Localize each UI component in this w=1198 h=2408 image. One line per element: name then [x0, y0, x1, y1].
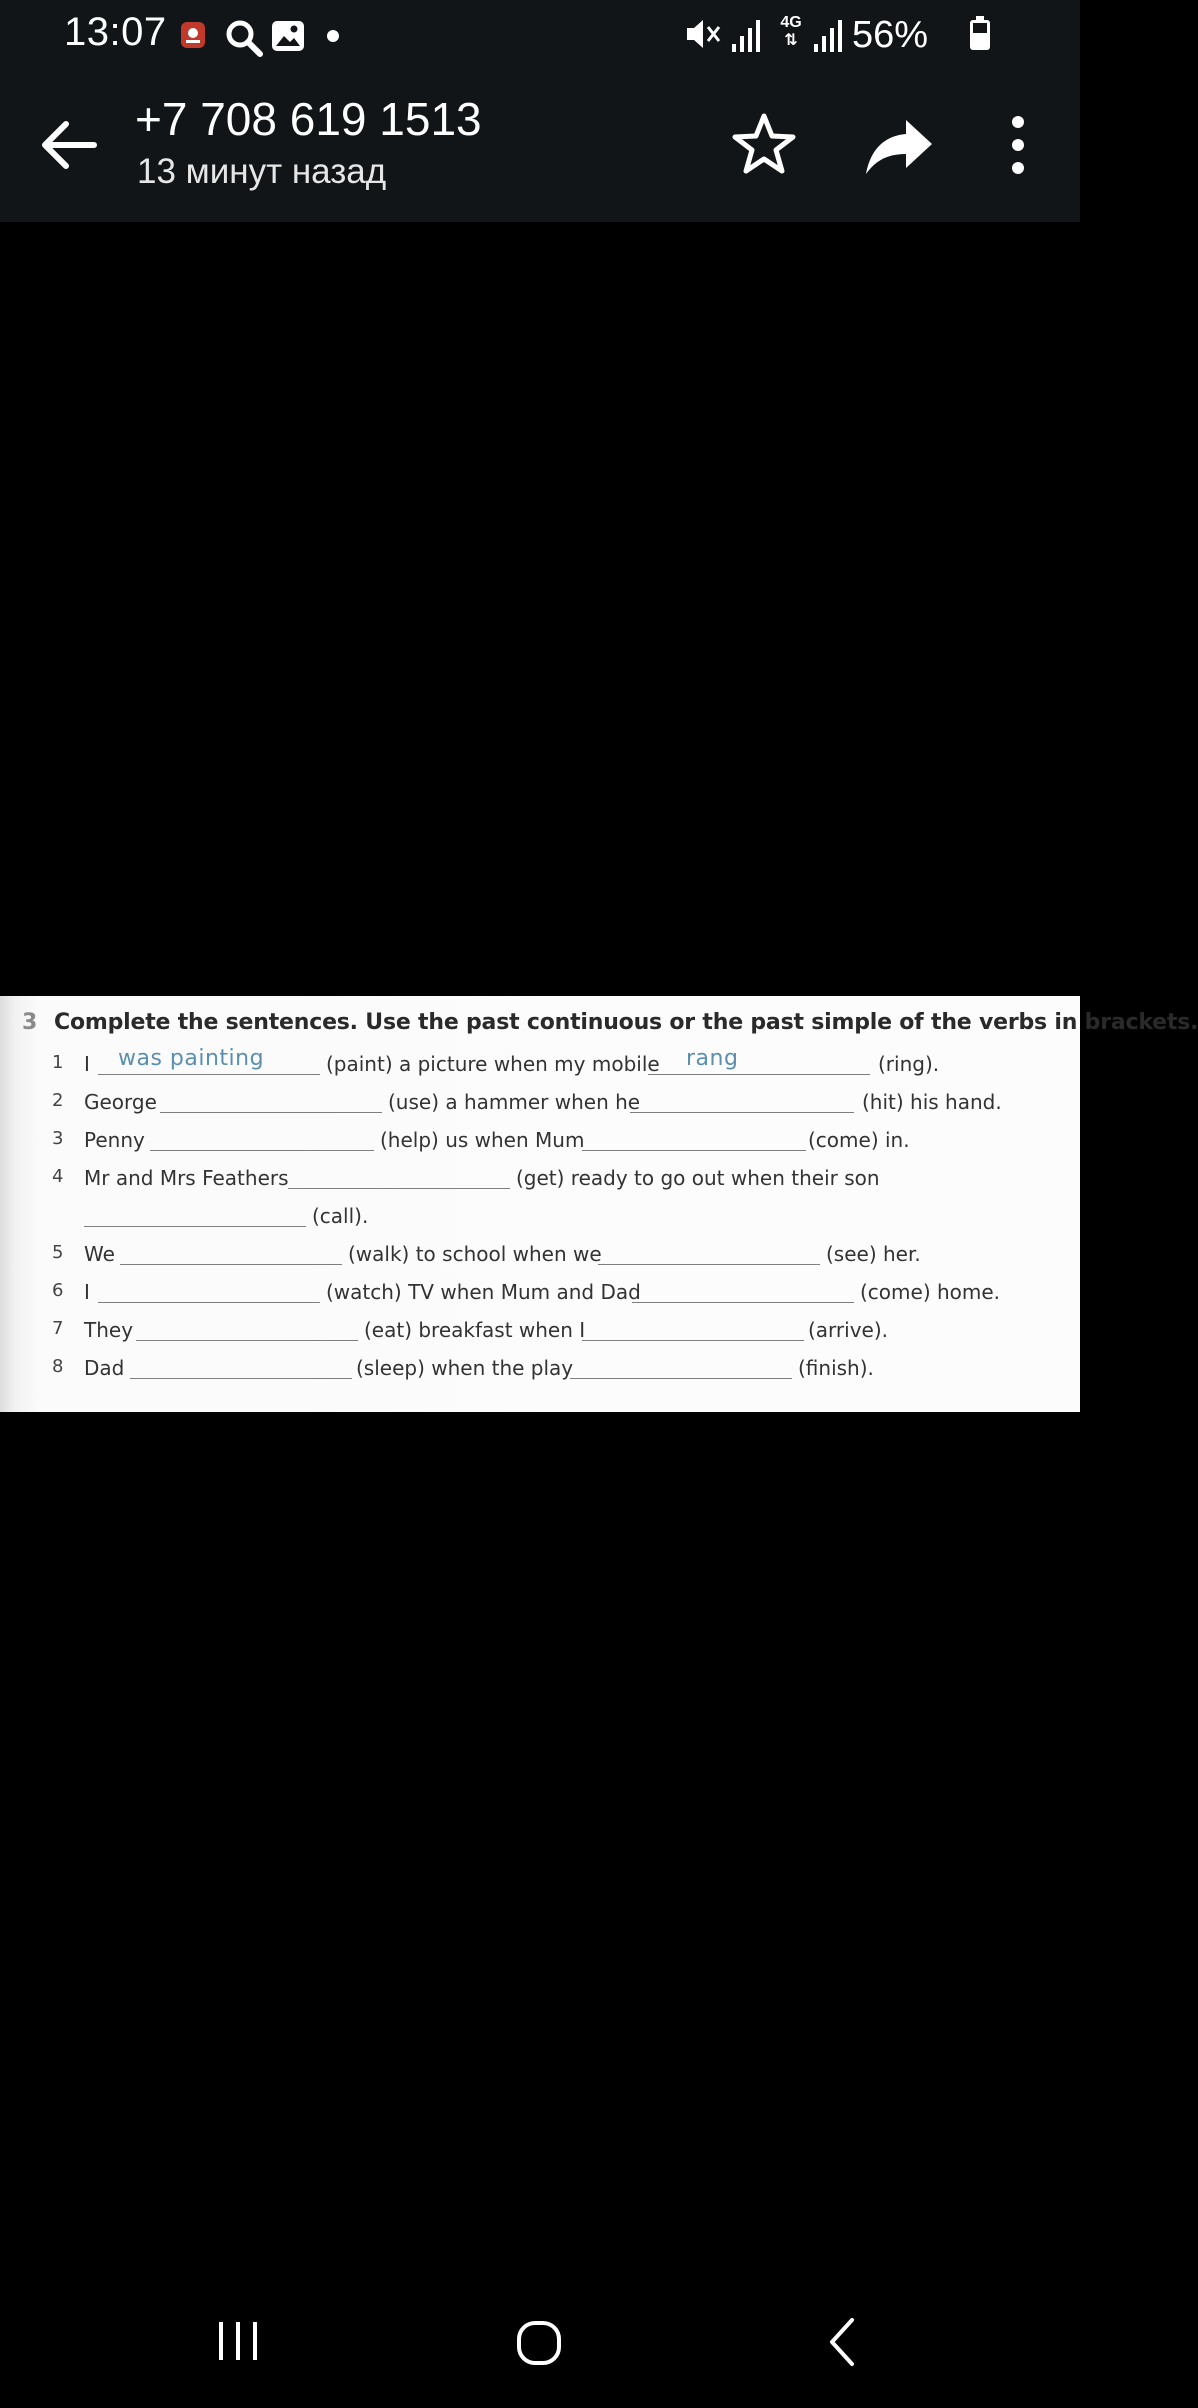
answer-blank	[98, 1074, 320, 1075]
line-text: George	[84, 1090, 157, 1114]
battery-icon	[968, 14, 992, 54]
exercise-line-7	[52, 1318, 1052, 1348]
answer-blank	[150, 1150, 374, 1151]
line-text: (use) a hammer when he	[388, 1090, 641, 1114]
answer-blank	[570, 1378, 792, 1379]
contact-title: +7 708 619 1513	[135, 93, 482, 145]
line-number: 7	[52, 1318, 64, 1339]
line-text: (get) ready to go out when their son	[516, 1166, 880, 1190]
exercise-line-4	[52, 1166, 1052, 1196]
line-number: 4	[52, 1166, 64, 1187]
answer-blank	[582, 1340, 804, 1341]
gallery-icon	[270, 18, 306, 54]
line-text: (see) her.	[826, 1242, 921, 1266]
share-icon[interactable]	[862, 110, 936, 180]
exercise-line-8	[52, 1356, 1052, 1386]
line-text: I	[84, 1052, 90, 1076]
signal-icon	[730, 14, 764, 54]
line-text: (ring).	[878, 1052, 940, 1076]
answer-blank	[98, 1302, 320, 1303]
line-number: 6	[52, 1280, 64, 1301]
answer-blank	[160, 1112, 382, 1113]
line-text: (arrive).	[808, 1318, 889, 1342]
line-text: (come) in.	[808, 1128, 910, 1152]
exercise-line-5	[52, 1242, 1052, 1272]
answer-blank	[632, 1302, 854, 1303]
image-viewer[interactable]	[0, 222, 1198, 2272]
signal-icon-2	[812, 14, 846, 54]
home-icon[interactable]	[516, 2320, 562, 2366]
line-text: (hit) his hand.	[862, 1090, 1002, 1114]
handwritten-answer: rang	[686, 1046, 739, 1071]
dot-icon	[326, 18, 340, 54]
line-text: (watch) TV when Mum and Dad	[326, 1280, 641, 1304]
answer-blank	[630, 1112, 854, 1113]
line-text: (come) home.	[860, 1280, 1001, 1304]
exercise-line-2	[52, 1090, 1052, 1120]
back-arrow-icon[interactable]	[34, 110, 104, 180]
answer-blank	[288, 1188, 510, 1189]
line-number: 3	[52, 1128, 64, 1149]
line-text: (finish).	[798, 1356, 874, 1380]
worksheet-photo	[0, 996, 1198, 1412]
handwritten-answer: was painting	[118, 1046, 265, 1071]
line-text: (eat) breakfast when I	[364, 1318, 586, 1342]
back-icon[interactable]	[826, 2316, 858, 2368]
answer-blank	[136, 1340, 358, 1341]
line-text: (call).	[312, 1204, 369, 1228]
status-right-icons	[684, 14, 1044, 58]
answer-blank	[84, 1226, 306, 1227]
line-text: (help) us when Mum	[380, 1128, 585, 1152]
line-number: 8	[52, 1356, 64, 1377]
exercise-number: 3	[22, 1010, 38, 1035]
network-label: 4G	[780, 14, 802, 31]
line-text: Dad	[84, 1356, 125, 1380]
recents-icon[interactable]	[216, 2320, 260, 2362]
status-bar	[0, 0, 1080, 72]
line-text: Penny	[84, 1128, 145, 1152]
line-number: 1	[52, 1052, 64, 1073]
mute-icon	[684, 14, 722, 54]
answer-blank	[120, 1264, 342, 1265]
message-time-subtitle: 13 минут назад	[137, 152, 387, 191]
exercise-line-4-continued	[52, 1204, 1052, 1234]
exercise-line-3	[52, 1128, 1052, 1158]
line-text: We	[84, 1242, 115, 1266]
answer-blank	[582, 1150, 806, 1151]
line-text: (sleep) when the play	[356, 1356, 574, 1380]
line-text: I	[84, 1280, 90, 1304]
line-text: (paint) a picture when my mobile	[326, 1052, 660, 1076]
network-4g-icon: 4G ⇅	[776, 14, 806, 54]
exercise-instruction: Complete the sentences. Use the past continuous or the past simple of the verbs in brackets.	[54, 1010, 1198, 1035]
line-text: Mr and Mrs Feathers	[84, 1166, 289, 1190]
answer-blank	[598, 1264, 820, 1265]
app-bar	[0, 72, 1080, 222]
search-icon	[224, 18, 264, 58]
status-time: 13:07	[64, 10, 167, 54]
star-icon[interactable]	[728, 108, 800, 180]
notification-app-icon	[180, 18, 206, 52]
line-number: 5	[52, 1242, 64, 1263]
battery-percent: 56%	[852, 14, 929, 56]
line-text: They	[84, 1318, 134, 1342]
exercise-line-6	[52, 1280, 1052, 1310]
answer-blank	[648, 1074, 870, 1075]
line-number: 2	[52, 1090, 64, 1111]
answer-blank	[130, 1378, 352, 1379]
more-vert-icon[interactable]	[1000, 112, 1036, 178]
line-text: (walk) to school when we	[348, 1242, 602, 1266]
exercise-line-1	[52, 1046, 1052, 1082]
